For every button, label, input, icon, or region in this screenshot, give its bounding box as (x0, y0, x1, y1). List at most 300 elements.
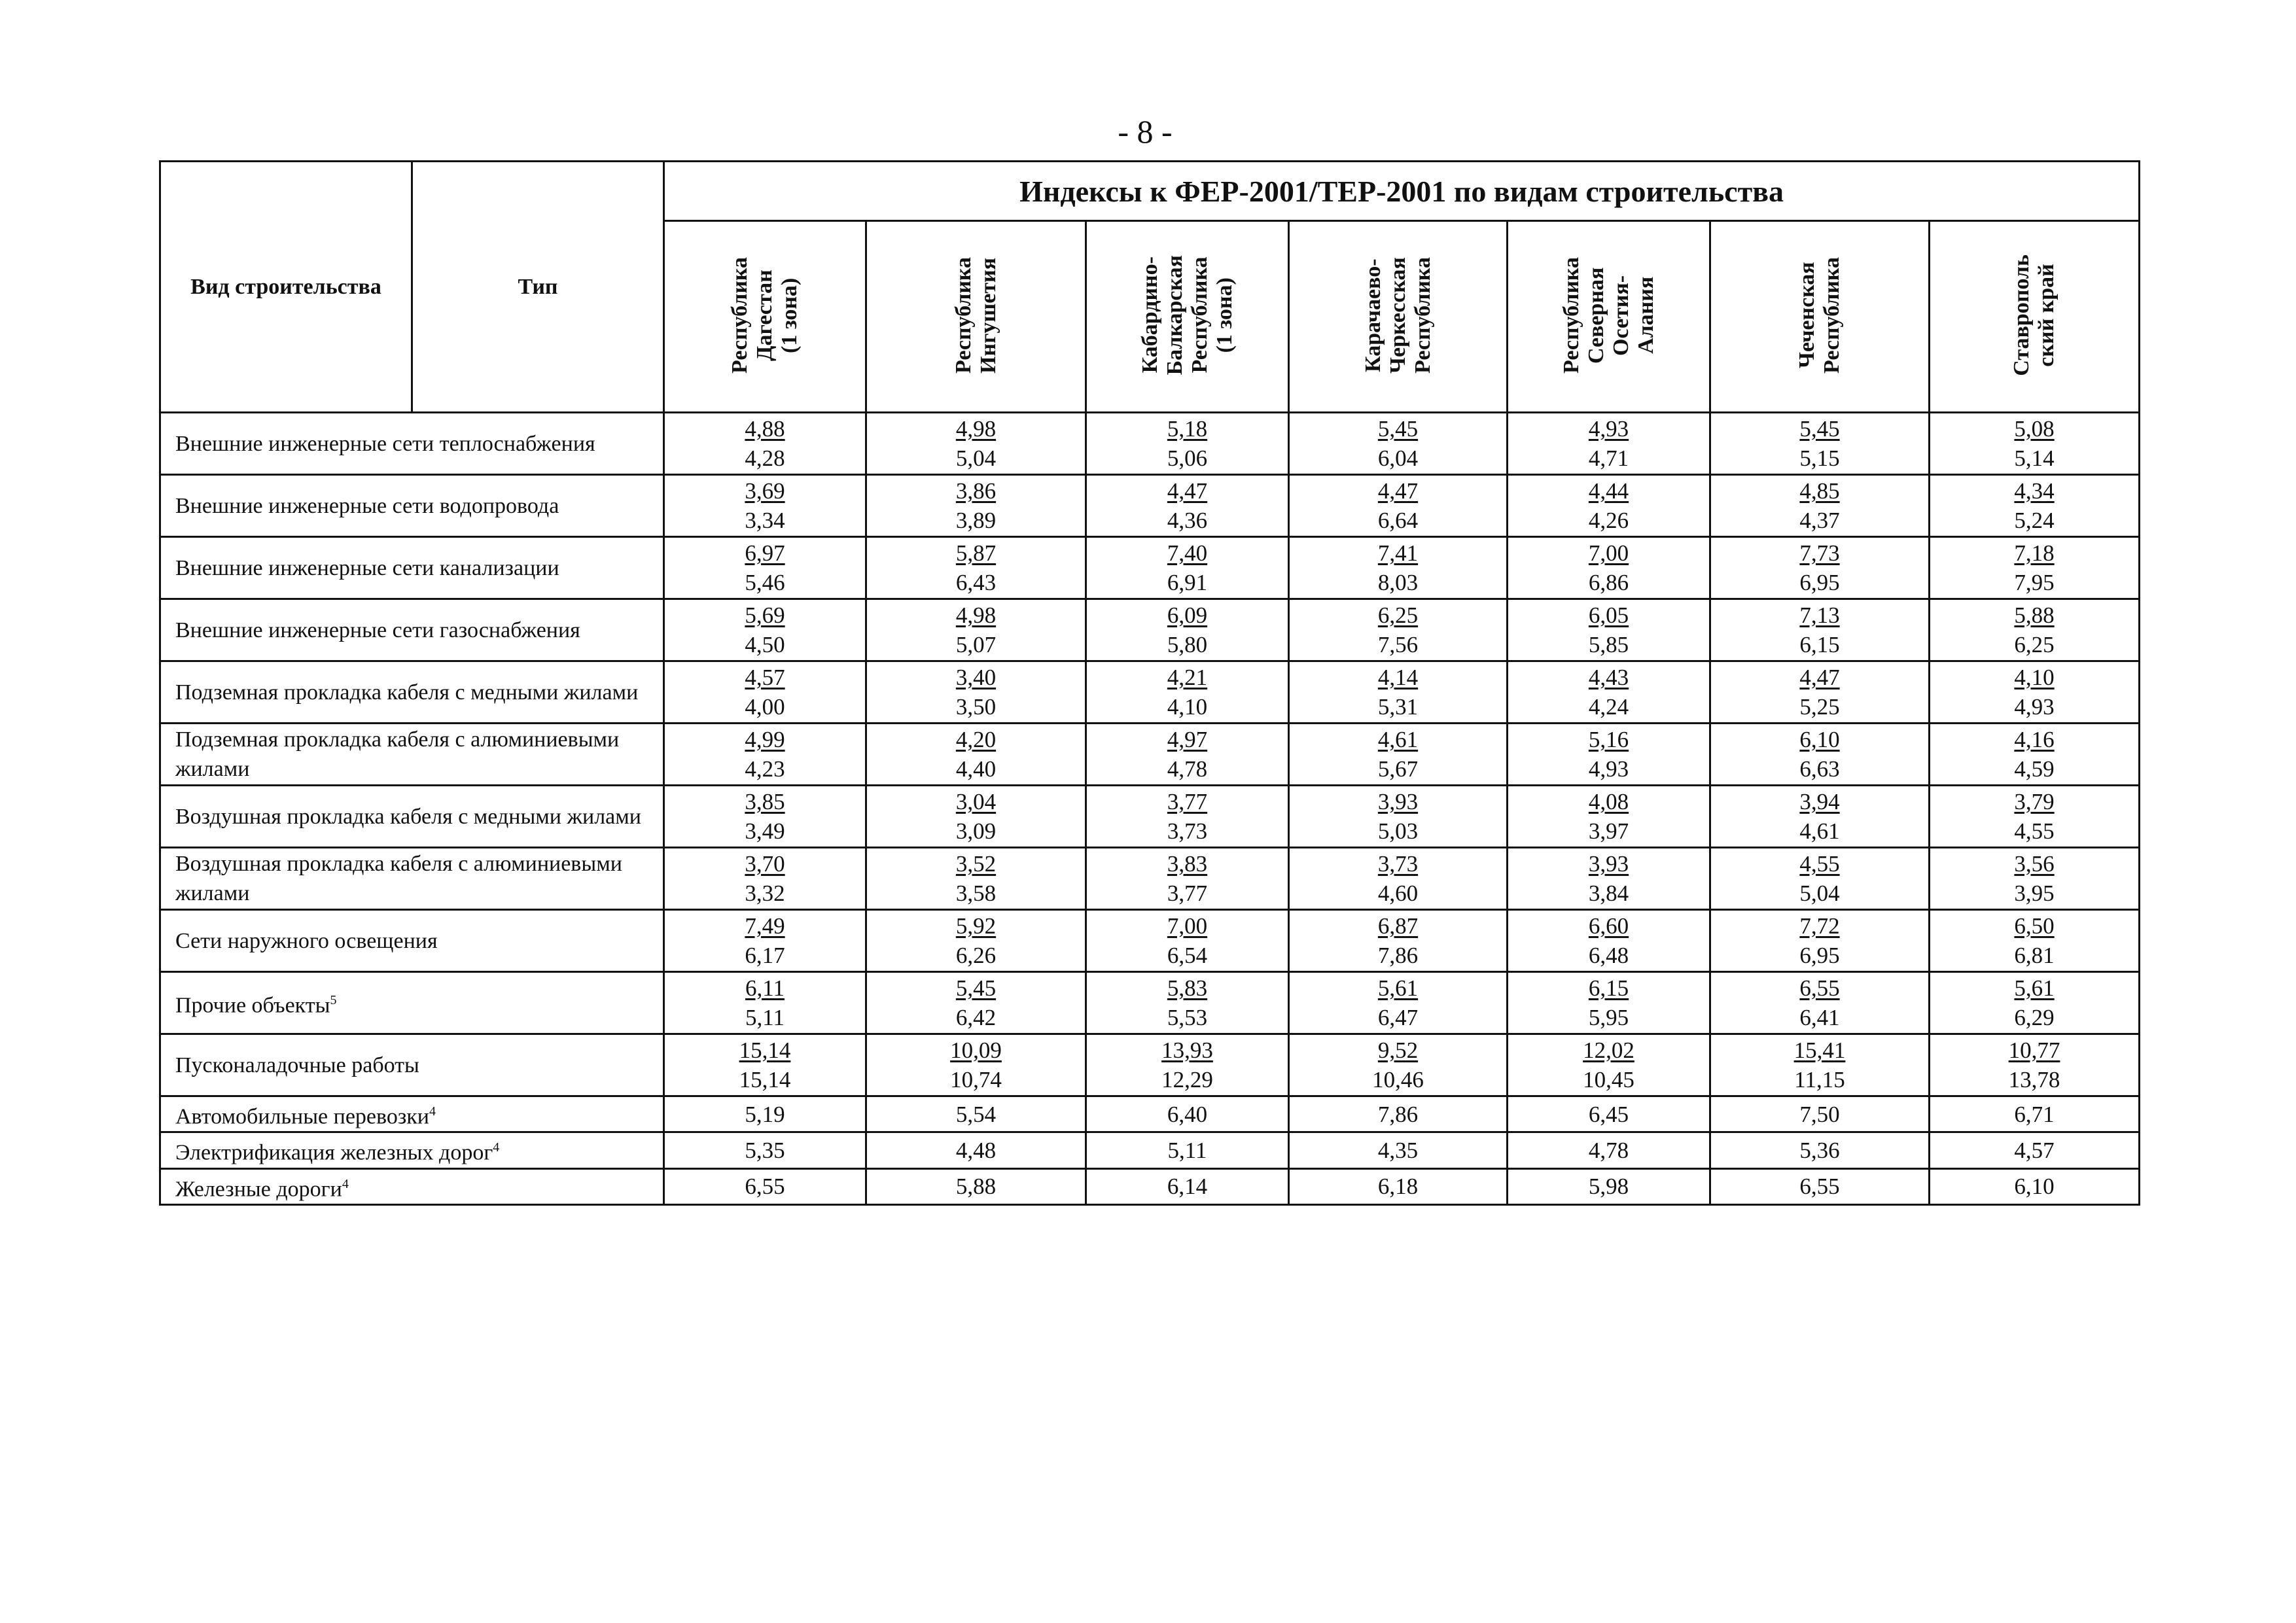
index-cell (1508, 413, 1710, 475)
index-value-bottom: 4,93 (2014, 694, 2055, 720)
index-value: 5,98 (1508, 1168, 1710, 1204)
header-region (866, 221, 1086, 413)
index-value: 7,50 (1710, 1096, 1930, 1132)
index-value-bottom: 3,97 (1588, 818, 1629, 844)
index-value-bottom: 3,34 (745, 508, 785, 533)
index-cell (1508, 910, 1710, 972)
index-value-top: 13,93 (1161, 1038, 1213, 1063)
index-value: 5,54 (866, 1096, 1086, 1132)
index-value-top: 4,44 (1588, 478, 1629, 504)
index-cell (1710, 661, 1930, 724)
index-value-bottom: 5,25 (1799, 694, 1840, 720)
index-value-top: 3,70 (745, 851, 785, 877)
index-value-bottom: 4,61 (1799, 818, 1840, 844)
index-value-bottom: 3,49 (745, 818, 785, 844)
index-value-top: 9,52 (1377, 1038, 1419, 1063)
footnote-mark: 4 (342, 1176, 349, 1191)
index-value-bottom: 5,24 (2014, 508, 2055, 533)
index-value-top: 6,87 (1377, 913, 1419, 939)
index-cell (1289, 599, 1508, 661)
index-value-top: 10,09 (950, 1038, 1002, 1063)
index-cell (1508, 475, 1710, 537)
index-cell (1289, 786, 1508, 848)
header-region (1710, 221, 1930, 413)
index-value-top: 4,57 (745, 665, 785, 690)
index-value-top: 3,94 (1799, 789, 1840, 814)
index-cell (1508, 537, 1710, 599)
index-value-top: 6,97 (745, 540, 785, 566)
construction-type-cell (160, 413, 664, 475)
index-value: 6,40 (1086, 1096, 1289, 1132)
index-value-bottom: 10,74 (950, 1067, 1002, 1092)
index-value: 6,55 (664, 1168, 866, 1204)
index-value-bottom: 4,10 (1167, 694, 1208, 720)
index-value-bottom: 5,85 (1588, 632, 1629, 657)
index-cell (1086, 972, 1289, 1034)
construction-type-label: Электрификация железных дорог (175, 1140, 493, 1165)
index-value-bottom: 4,93 (1588, 756, 1629, 782)
index-value-top: 4,97 (1167, 727, 1208, 752)
index-value-top: 7,40 (1167, 540, 1208, 566)
index-cell (1930, 786, 2140, 848)
construction-type-cell (160, 724, 664, 786)
index-cell (1508, 786, 1710, 848)
index-value-bottom: 4,00 (745, 694, 785, 720)
index-cell (1508, 972, 1710, 1034)
index-value-bottom: 4,28 (745, 445, 785, 471)
index-value-bottom: 4,78 (1167, 756, 1208, 782)
index-cell (664, 537, 866, 599)
index-value-top: 7,18 (2014, 540, 2055, 566)
index-value-top: 6,55 (1799, 975, 1840, 1001)
index-value: 5,36 (1710, 1132, 1930, 1168)
footnote-mark: 4 (429, 1104, 436, 1119)
index-value-top: 3,04 (955, 789, 997, 814)
index-value-top: 7,72 (1799, 913, 1840, 939)
index-cell (1710, 1034, 1930, 1096)
index-cell (1289, 972, 1508, 1034)
index-cell (1930, 724, 2140, 786)
index-cell (1930, 475, 2140, 537)
index-cell (1930, 910, 2140, 972)
index-cell (866, 413, 1086, 475)
index-value-bottom: 5,03 (1377, 818, 1419, 844)
header-construction-type: Вид строительства (160, 162, 412, 413)
region-label: Республика Северная Осетия- Алания (1559, 256, 1658, 374)
index-cell (1710, 537, 1930, 599)
construction-type-label: Подземная прокладка кабеля с алюминиевыми жилами (175, 727, 620, 781)
index-cell (1289, 661, 1508, 724)
header-region (1289, 221, 1508, 413)
index-cell (1710, 599, 1930, 661)
index-value-bottom: 5,53 (1167, 1005, 1208, 1030)
construction-type-cell (160, 599, 664, 661)
index-value-top: 7,13 (1799, 602, 1840, 628)
index-cell (1710, 972, 1930, 1034)
index-value-top: 6,15 (1588, 975, 1629, 1001)
table-row (160, 1096, 2140, 1132)
index-value-top: 3,69 (745, 478, 785, 504)
index-cell (1086, 661, 1289, 724)
index-cell (1710, 475, 1930, 537)
index-value-top: 4,21 (1167, 665, 1208, 690)
index-value-bottom: 6,47 (1377, 1005, 1419, 1030)
index-value: 6,14 (1086, 1168, 1289, 1204)
index-value-bottom: 6,63 (1799, 756, 1840, 782)
region-label: Кабардино- Балкарская Республика (1 зона) (1137, 254, 1237, 375)
index-cell (866, 786, 1086, 848)
index-value-bottom: 3,77 (1167, 881, 1208, 906)
index-cell (664, 475, 866, 537)
header-region (664, 221, 866, 413)
construction-type-label: Внешние инженерные сети теплоснабжения (175, 431, 595, 456)
index-value-top: 4,20 (955, 727, 997, 752)
index-value-bottom: 6,17 (745, 943, 785, 968)
index-cell (1289, 537, 1508, 599)
index-value-top: 5,61 (2014, 975, 2055, 1001)
index-cell (664, 1034, 866, 1096)
index-value-bottom: 5,14 (2014, 445, 2055, 471)
table-row (160, 910, 2140, 972)
index-cell (866, 661, 1086, 724)
index-cell (1930, 972, 2140, 1034)
index-value-bottom: 3,95 (2014, 881, 2055, 906)
index-value-bottom: 3,32 (745, 881, 785, 906)
construction-type-label: Прочие объекты (175, 993, 330, 1018)
index-value-bottom: 6,48 (1588, 943, 1629, 968)
index-cell (1086, 848, 1289, 910)
index-value-bottom: 3,09 (955, 818, 997, 844)
index-value-bottom: 5,67 (1377, 756, 1419, 782)
index-value-top: 7,00 (1167, 913, 1208, 939)
index-value-bottom: 7,56 (1377, 632, 1419, 657)
index-cell (1086, 786, 1289, 848)
table-row (160, 724, 2140, 786)
index-value-top: 3,93 (1377, 789, 1419, 814)
construction-type-cell (160, 786, 664, 848)
index-value-bottom: 3,89 (955, 508, 997, 533)
index-value-top: 5,18 (1167, 416, 1208, 442)
index-value: 6,71 (1930, 1096, 2140, 1132)
index-cell (1289, 1034, 1508, 1096)
index-cell (866, 475, 1086, 537)
index-value-bottom: 4,24 (1588, 694, 1629, 720)
index-value-top: 3,93 (1588, 851, 1629, 877)
index-cell (664, 413, 866, 475)
index-value-bottom: 3,73 (1167, 818, 1208, 844)
table-row (160, 661, 2140, 724)
index-cell (1086, 413, 1289, 475)
index-cell (664, 972, 866, 1034)
index-value-top: 5,83 (1167, 975, 1208, 1001)
index-value-top: 5,88 (2014, 602, 2055, 628)
index-value-top: 5,45 (1377, 416, 1419, 442)
index-cell (1289, 475, 1508, 537)
index-cell (1710, 413, 1930, 475)
index-value-bottom: 6,15 (1799, 632, 1840, 657)
index-cell (1086, 537, 1289, 599)
index-value-bottom: 7,95 (2014, 570, 2055, 595)
index-cell (866, 1034, 1086, 1096)
index-value: 4,35 (1289, 1132, 1508, 1168)
table-row (160, 1034, 2140, 1096)
index-value-bottom: 5,04 (955, 445, 997, 471)
index-value-top: 4,10 (2014, 665, 2055, 690)
index-value-top: 6,05 (1588, 602, 1629, 628)
index-value-top: 7,73 (1799, 540, 1840, 566)
index-cell (1508, 848, 1710, 910)
index-value-top: 3,86 (955, 478, 997, 504)
index-value-bottom: 3,84 (1588, 881, 1629, 906)
construction-type-cell (160, 475, 664, 537)
index-value-bottom: 4,40 (955, 756, 997, 782)
index-table (159, 160, 2140, 1206)
table-row (160, 1132, 2140, 1168)
construction-type-label: Внешние инженерные сети водопровода (175, 493, 559, 518)
index-cell (1508, 724, 1710, 786)
index-cell (1086, 724, 1289, 786)
index-value-bottom: 3,50 (955, 694, 997, 720)
index-value-bottom: 6,26 (955, 943, 997, 968)
index-value: 6,10 (1930, 1168, 2140, 1204)
index-cell (1289, 910, 1508, 972)
table-row (160, 537, 2140, 599)
footnote-mark: 4 (493, 1140, 500, 1155)
index-cell (1289, 724, 1508, 786)
index-value-top: 7,41 (1377, 540, 1419, 566)
index-cell (664, 910, 866, 972)
index-value-top: 4,47 (1377, 478, 1419, 504)
index-value-bottom: 4,36 (1167, 508, 1208, 533)
index-cell (1930, 661, 2140, 724)
index-value-top: 5,87 (955, 540, 997, 566)
index-value-top: 6,25 (1377, 602, 1419, 628)
index-value-top: 12,02 (1583, 1038, 1634, 1063)
index-value-top: 4,14 (1377, 665, 1419, 690)
construction-type-label: Сети наружного освещения (175, 928, 438, 953)
index-value-bottom: 4,23 (745, 756, 785, 782)
header-index-group: Индексы к ФЕР-2001/ТЕР-2001 по видам строительства (664, 162, 2140, 221)
index-value-bottom: 12,29 (1161, 1067, 1213, 1092)
footnote-mark: 5 (330, 992, 337, 1007)
index-value-top: 7,00 (1588, 540, 1629, 566)
index-value-bottom: 6,43 (955, 570, 997, 595)
index-value-bottom: 6,29 (2014, 1005, 2055, 1030)
index-cell (866, 848, 1086, 910)
index-value-bottom: 5,11 (745, 1005, 785, 1030)
index-cell (1508, 1034, 1710, 1096)
index-cell (1930, 537, 2140, 599)
table-row (160, 972, 2140, 1034)
page-number: - 8 - (1118, 113, 1173, 150)
index-value-bottom: 6,64 (1377, 508, 1419, 533)
table-row (160, 1168, 2140, 1204)
index-value-top: 6,10 (1799, 727, 1840, 752)
index-value-top: 4,55 (1799, 851, 1840, 877)
index-value-top: 3,40 (955, 665, 997, 690)
index-value-top: 6,50 (2014, 913, 2055, 939)
index-value-top: 15,41 (1793, 1038, 1846, 1063)
construction-type-label: Воздушная прокладка кабеля с алюминиевыми жилами (175, 852, 622, 905)
construction-type-cell (160, 1034, 664, 1096)
index-cell (1930, 599, 2140, 661)
table-row (160, 599, 2140, 661)
construction-type-cell (160, 972, 664, 1034)
index-value-top: 5,69 (745, 602, 785, 628)
index-value-bottom: 7,86 (1377, 943, 1419, 968)
index-cell (1930, 413, 2140, 475)
index-cell (866, 972, 1086, 1034)
index-cell (866, 910, 1086, 972)
region-label: Карачаево- Черкесская Республика (1360, 256, 1435, 374)
index-cell (1289, 413, 1508, 475)
index-value-top: 4,99 (745, 727, 785, 752)
index-value-bottom: 5,15 (1799, 445, 1840, 471)
index-value-bottom: 6,95 (1799, 570, 1840, 595)
index-value-bottom: 4,55 (2014, 818, 2055, 844)
header-region (1930, 221, 2140, 413)
index-value: 5,11 (1086, 1132, 1289, 1168)
index-value-top: 4,43 (1588, 665, 1629, 690)
index-value: 6,45 (1508, 1096, 1710, 1132)
index-cell (866, 599, 1086, 661)
index-cell (1086, 599, 1289, 661)
construction-type-cell (160, 1132, 664, 1168)
index-cell (664, 848, 866, 910)
index-cell (1086, 475, 1289, 537)
index-value: 7,86 (1289, 1096, 1508, 1132)
index-value-top: 3,79 (2014, 789, 2055, 814)
index-cell (1710, 848, 1930, 910)
index-value-bottom: 6,54 (1167, 943, 1208, 968)
index-value-top: 4,47 (1167, 478, 1208, 504)
construction-type-cell (160, 848, 664, 910)
region-label: Республика Дагестан (1 зона) (728, 256, 802, 374)
index-value-bottom: 5,06 (1167, 445, 1208, 471)
construction-type-cell (160, 661, 664, 724)
header-region (1086, 221, 1289, 413)
index-value-bottom: 10,46 (1372, 1067, 1424, 1092)
index-value-top: 5,45 (955, 975, 997, 1001)
construction-type-cell (160, 1096, 664, 1132)
index-value-bottom: 5,95 (1588, 1005, 1629, 1030)
index-value: 5,88 (866, 1168, 1086, 1204)
index-value-top: 4,98 (955, 602, 997, 628)
index-value: 5,19 (664, 1096, 866, 1132)
region-label: Чеченская Республика (1795, 256, 1844, 374)
index-value-bottom: 15,14 (739, 1067, 791, 1092)
construction-type-cell (160, 1168, 664, 1204)
index-value: 4,78 (1508, 1132, 1710, 1168)
construction-type-label: Железные дороги (175, 1176, 342, 1201)
index-value-top: 4,16 (2014, 727, 2055, 752)
index-value-bottom: 5,31 (1377, 694, 1419, 720)
index-value-bottom: 13,78 (2008, 1067, 2060, 1092)
index-value-bottom: 6,95 (1799, 943, 1840, 968)
index-value-bottom: 5,07 (955, 632, 997, 657)
index-cell (1086, 1034, 1289, 1096)
construction-type-label: Пусконаладочные работы (175, 1053, 419, 1077)
index-value-top: 6,11 (745, 975, 785, 1001)
table-row (160, 786, 2140, 848)
index-value-bottom: 4,37 (1799, 508, 1840, 533)
index-value-bottom: 6,41 (1799, 1005, 1840, 1030)
index-value-bottom: 5,46 (745, 570, 785, 595)
index-value: 6,18 (1289, 1168, 1508, 1204)
index-cell (1710, 910, 1930, 972)
index-value-bottom: 11,15 (1794, 1067, 1845, 1092)
index-value-top: 3,56 (2014, 851, 2055, 877)
index-value: 4,48 (866, 1132, 1086, 1168)
header-type: Тип (412, 162, 664, 413)
table-row (160, 848, 2140, 910)
index-value-top: 4,85 (1799, 478, 1840, 504)
index-value: 6,55 (1710, 1168, 1930, 1204)
index-value-top: 5,08 (2014, 416, 2055, 442)
construction-type-label: Внешние инженерные сети канализации (175, 555, 559, 580)
index-value-bottom: 6,25 (2014, 632, 2055, 657)
index-value-top: 3,52 (955, 851, 997, 877)
index-value-bottom: 6,81 (2014, 943, 2055, 968)
index-value-top: 4,08 (1588, 789, 1629, 814)
index-value-top: 3,77 (1167, 789, 1208, 814)
index-cell (664, 661, 866, 724)
index-cell (1930, 1034, 2140, 1096)
index-value-top: 4,61 (1377, 727, 1419, 752)
index-value-bottom: 6,04 (1377, 445, 1419, 471)
index-cell (1710, 786, 1930, 848)
index-value-top: 5,45 (1799, 416, 1840, 442)
index-cell (664, 724, 866, 786)
index-cell (866, 537, 1086, 599)
index-value-top: 3,73 (1377, 851, 1419, 877)
index-value-top: 6,09 (1167, 602, 1208, 628)
index-value-bottom: 6,42 (955, 1005, 997, 1030)
index-cell (1508, 599, 1710, 661)
index-value-bottom: 8,03 (1377, 570, 1419, 595)
index-value-bottom: 4,59 (2014, 756, 2055, 782)
index-value-bottom: 4,26 (1588, 508, 1629, 533)
construction-type-cell (160, 537, 664, 599)
index-value: 5,35 (664, 1132, 866, 1168)
index-value-bottom: 10,45 (1583, 1067, 1634, 1092)
index-cell (1710, 724, 1930, 786)
index-value-top: 5,61 (1377, 975, 1419, 1001)
index-value-top: 6,60 (1588, 913, 1629, 939)
index-value-bottom: 6,86 (1588, 570, 1629, 595)
header-region (1508, 221, 1710, 413)
index-value-top: 4,47 (1799, 665, 1840, 690)
index-value: 4,57 (1930, 1132, 2140, 1168)
index-value-top: 15,14 (739, 1038, 791, 1063)
index-value-top: 5,92 (955, 913, 997, 939)
index-value-top: 7,49 (745, 913, 785, 939)
index-cell (1289, 848, 1508, 910)
index-value-top: 3,85 (745, 789, 785, 814)
table-row (160, 475, 2140, 537)
index-value-top: 4,88 (745, 416, 785, 442)
index-value-bottom: 5,04 (1799, 881, 1840, 906)
index-cell (664, 599, 866, 661)
index-value-bottom: 6,91 (1167, 570, 1208, 595)
index-value-top: 4,93 (1588, 416, 1629, 442)
index-value-bottom: 3,58 (955, 881, 997, 906)
index-value-top: 5,16 (1588, 727, 1629, 752)
index-value-bottom: 5,80 (1167, 632, 1208, 657)
construction-type-label: Подземная прокладка кабеля с медными жилами (175, 680, 639, 705)
index-cell (866, 724, 1086, 786)
index-value-top: 4,98 (955, 416, 997, 442)
